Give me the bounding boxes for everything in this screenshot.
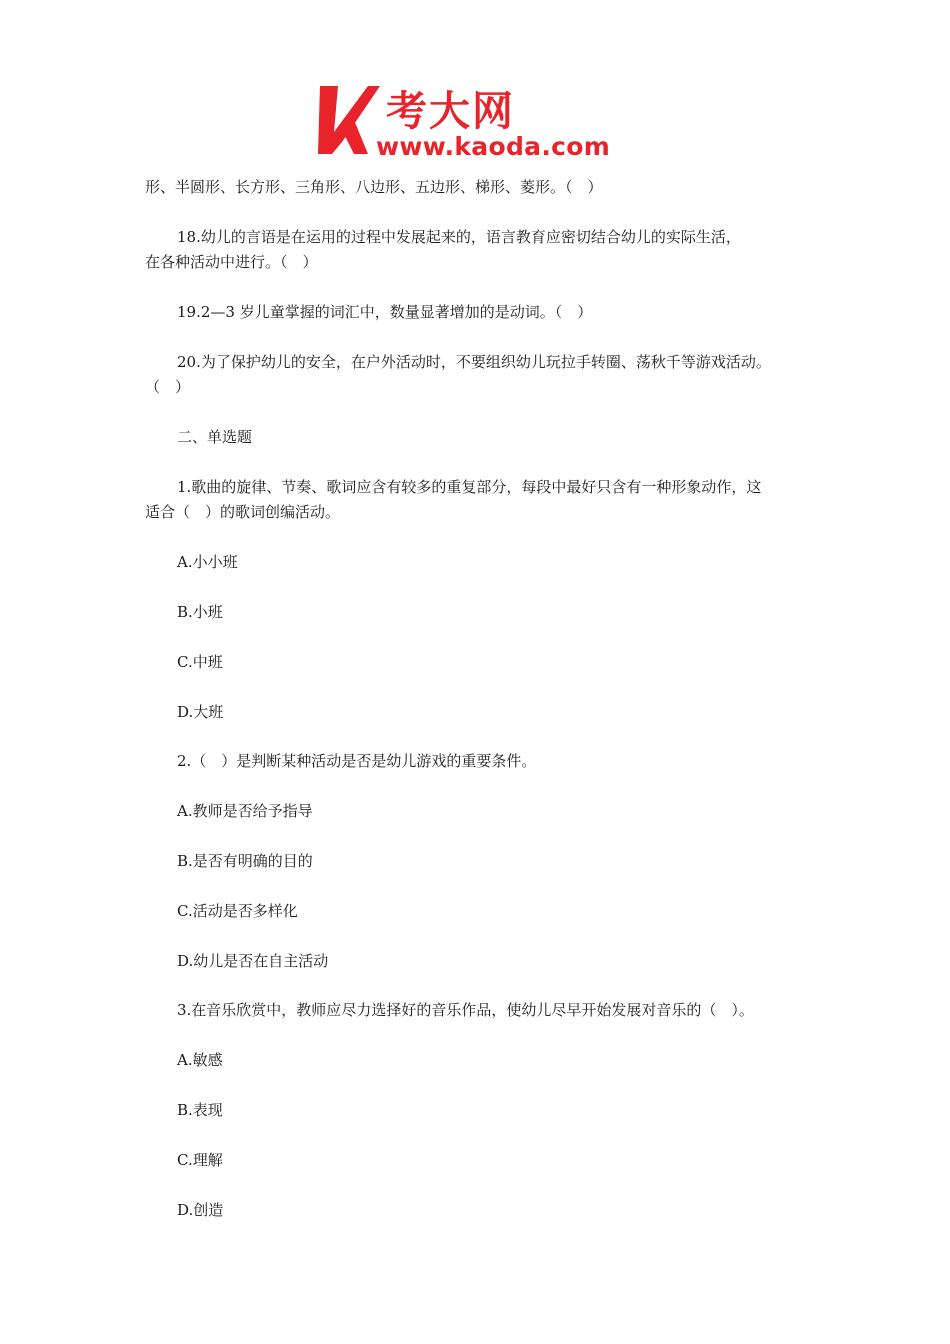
text-line: 形、半圆形、长方形、三角形、八边形、五边形、梯形、菱形。（ ） bbox=[145, 178, 603, 196]
section-heading: 二、单选题 bbox=[177, 428, 253, 446]
mc-question-1: 1.歌曲的旋律、节奏、歌词应含有较多的重复部分，每段中最好只含有一种形象动作，这 bbox=[177, 478, 762, 496]
question-20: 20.为了保护幼儿的安全，在户外活动时，不要组织幼儿玩拉手转圈、荡秋千等游戏活动。 bbox=[177, 353, 771, 371]
mc-option: C.活动是否多样化 bbox=[177, 902, 298, 920]
question-19: 19.2—3 岁儿童掌握的词汇中，数量显著增加的是动词。（ ） bbox=[177, 303, 593, 321]
mc-option: A.教师是否给予指导 bbox=[177, 802, 313, 820]
question-20-cont: （ ） bbox=[145, 378, 191, 396]
mc-option: C.中班 bbox=[177, 653, 223, 671]
logo-chinese-name: 考大网 bbox=[386, 87, 515, 135]
question-18-cont: 在各种活动中进行。（ ） bbox=[145, 253, 318, 271]
mc-option: B.小班 bbox=[177, 603, 223, 621]
mc-option: D.幼儿是否在自主活动 bbox=[177, 952, 329, 970]
mc-option: C.理解 bbox=[177, 1151, 223, 1169]
mc-option: A.小小班 bbox=[177, 553, 238, 571]
kaoda-logo bbox=[318, 80, 638, 162]
mc-question-2: 2.（ ）是判断某种活动是否是幼儿游戏的重要条件。 bbox=[177, 752, 537, 770]
question-18: 18.幼儿的言语是在运用的过程中发展起来的，语言教育应密切结合幼儿的实际生活， bbox=[177, 228, 741, 246]
k-logo-icon bbox=[318, 82, 380, 156]
logo-url-text: www.kaoda.com bbox=[376, 132, 611, 161]
mc-question-3: 3.在音乐欣赏中，教师应尽力选择好的音乐作品，使幼儿尽早开始发展对音乐的（ ）。 bbox=[177, 1001, 754, 1019]
mc-option: A.敏感 bbox=[177, 1051, 223, 1069]
mc-option: D.大班 bbox=[177, 703, 224, 721]
mc-option: B.表现 bbox=[177, 1101, 223, 1119]
mc-option: D.创造 bbox=[177, 1201, 224, 1219]
mc-option: B.是否有明确的目的 bbox=[177, 852, 313, 870]
mc-question-1-cont: 适合（ ）的歌词创编活动。 bbox=[145, 503, 341, 521]
